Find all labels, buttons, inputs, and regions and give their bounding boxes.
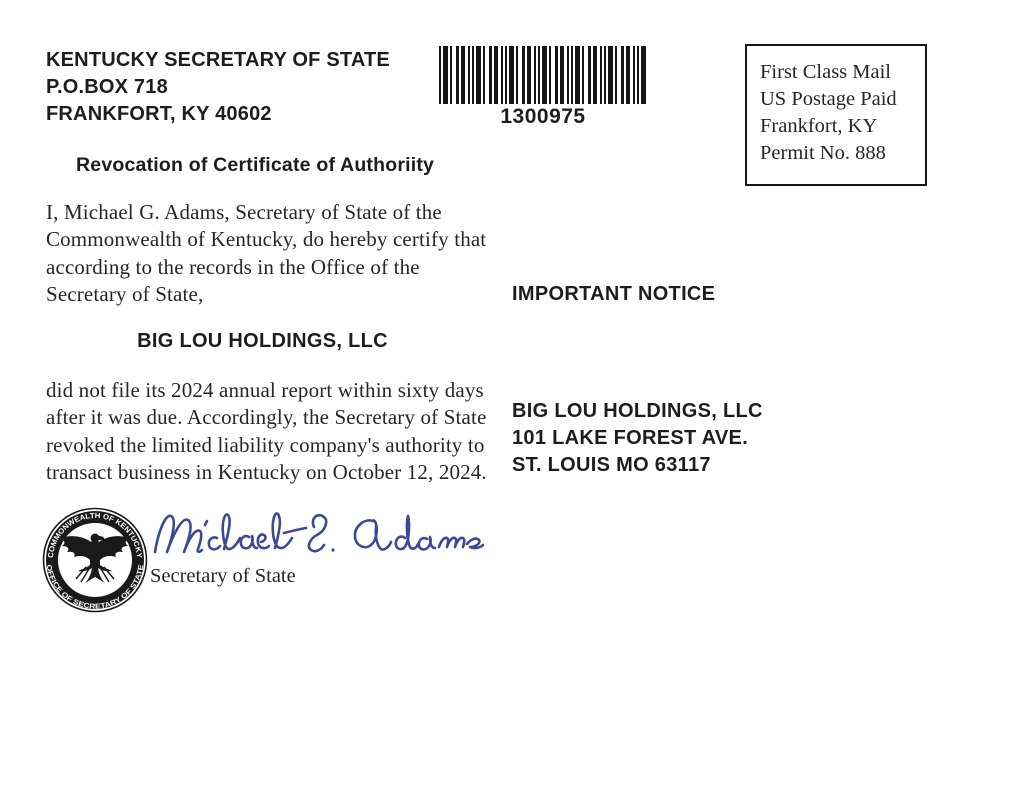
seal-bottom-text: OFFICE OF SECRETARY OF STATE xyxy=(44,564,146,611)
postage-permit-number: Permit No. 888 xyxy=(760,142,886,164)
state-seal xyxy=(42,507,148,613)
barcode-number: 1300975 xyxy=(500,105,586,128)
postage-city: Frankfort, KY xyxy=(760,115,878,137)
sender-name: KENTUCKY SECRETARY OF STATE xyxy=(46,49,390,71)
postage-class: First Class Mail xyxy=(760,61,891,83)
important-notice-label: IMPORTANT NOTICE xyxy=(512,283,716,305)
barcode-image xyxy=(439,46,647,104)
recipient-street: 101 LAKE FOREST AVE. xyxy=(512,427,749,449)
postage-paid: US Postage Paid xyxy=(760,88,897,110)
postage-permit-box xyxy=(745,44,927,186)
sender-city-state-zip: FRANKFORT, KY 40602 xyxy=(46,103,272,125)
seal-top-text: COMMONWEALTH OF KENTUCKY xyxy=(45,510,144,559)
body-paragraph-1: I, Michael G. Adams, Secretary of State of the Commonwealth of Kentucky, do hereby certify that according to the records in the Office of the Secretary of State, xyxy=(46,200,487,307)
signer-title: Secretary of State xyxy=(150,565,296,587)
sender-po-box: P.O.BOX 718 xyxy=(46,76,168,98)
letter-title: Revocation of Certificate of Authoriity xyxy=(76,154,435,176)
signature-image xyxy=(148,503,486,567)
recipient-city-state-zip: ST. LOUIS MO 63117 xyxy=(512,454,711,476)
company-name: BIG LOU HOLDINGS, LLC xyxy=(137,330,388,352)
sender-address xyxy=(46,47,390,128)
recipient-company: BIG LOU HOLDINGS, LLC xyxy=(512,400,763,422)
recipient-address xyxy=(512,398,763,479)
body-paragraph-2: did not file its 2024 annual report within sixty days after it was due. Accordingly, the Secretary of State revoked the limited liability company's authority to transact business in Kentucky on October 12, 2024. xyxy=(46,378,487,485)
